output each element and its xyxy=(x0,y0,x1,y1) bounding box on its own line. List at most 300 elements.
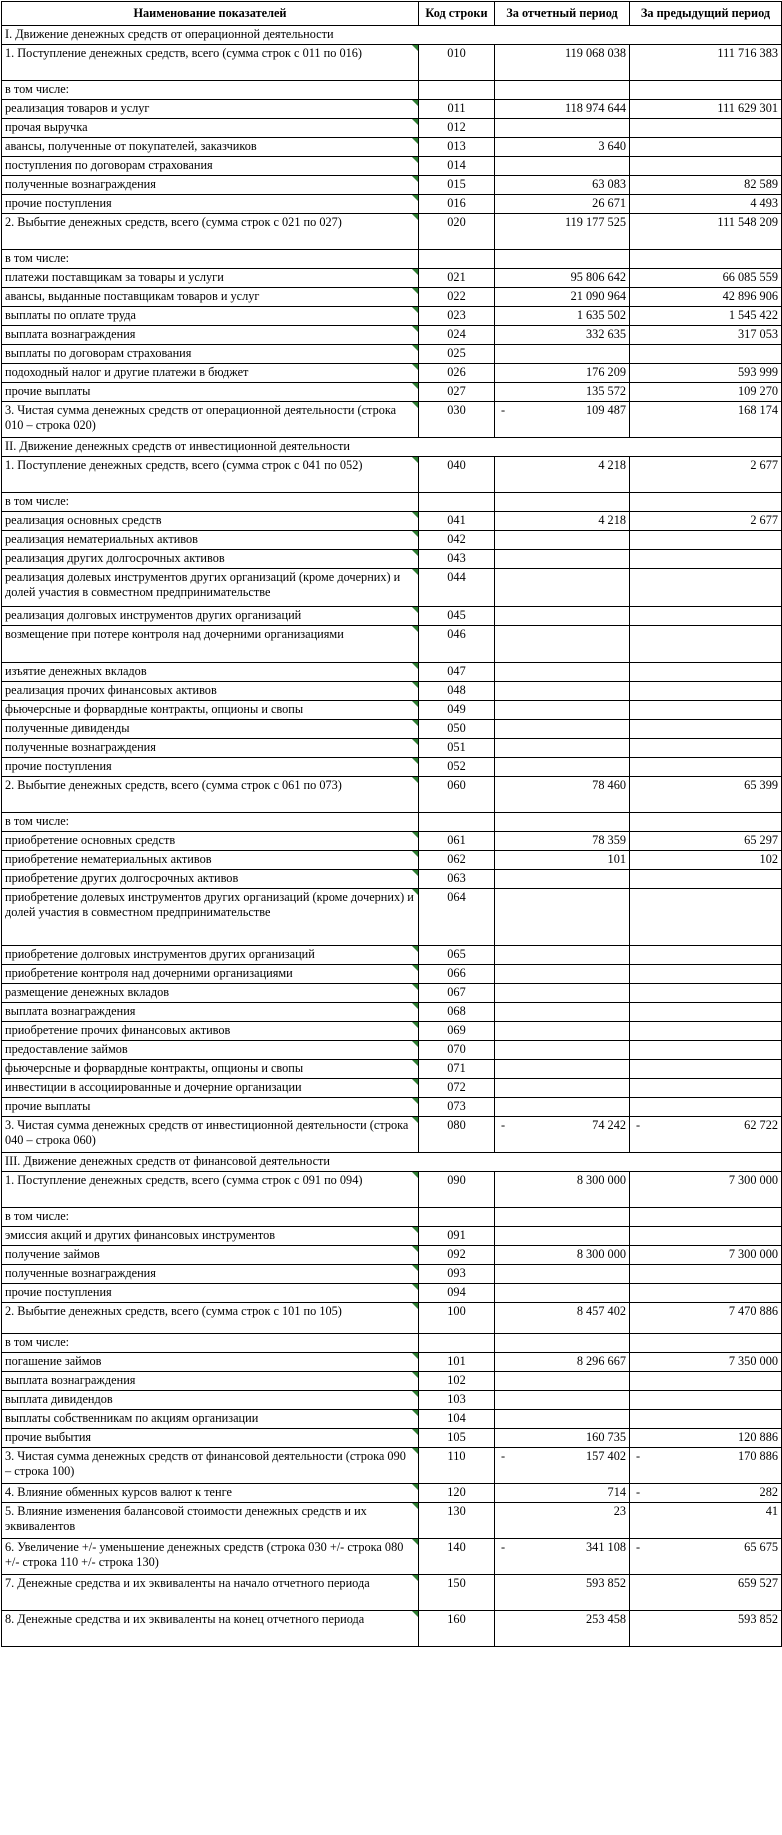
previous-period-value xyxy=(630,138,782,157)
previous-period-value xyxy=(630,1334,782,1353)
table-row xyxy=(2,984,782,1003)
current-period-value xyxy=(495,1334,630,1353)
current-period-value xyxy=(495,1003,630,1022)
amount: 253 458 xyxy=(586,1612,626,1626)
row-name: выплата вознаграждения xyxy=(2,1003,419,1022)
amount: 102 xyxy=(759,852,778,866)
row-name: выплаты собственникам по акциям организации xyxy=(2,1410,419,1429)
current-period-value xyxy=(495,493,630,512)
previous-period-value xyxy=(630,984,782,1003)
row-name: прочие выплаты xyxy=(2,383,419,402)
table-row xyxy=(2,739,782,758)
previous-period-value xyxy=(630,1484,782,1503)
amount: 4 218 xyxy=(598,458,626,472)
row-code: 120 xyxy=(419,1484,495,1503)
amount: 120 886 xyxy=(738,1430,778,1444)
current-period-value xyxy=(495,1041,630,1060)
table-row xyxy=(2,176,782,195)
previous-period-value xyxy=(630,119,782,138)
amount: 111 716 383 xyxy=(717,46,778,60)
current-period-value xyxy=(495,1575,630,1611)
previous-period-value xyxy=(630,870,782,889)
amount: 41 xyxy=(765,1504,778,1518)
row-code: 070 xyxy=(419,1041,495,1060)
row-name: 5. Влияние изменения балансовой стоимости денежных средств и их эквивалентов xyxy=(2,1503,419,1539)
row-code: 160 xyxy=(419,1611,495,1647)
table-row xyxy=(2,1429,782,1448)
current-period-value xyxy=(495,250,630,269)
amount: 109 487 xyxy=(586,403,626,417)
current-period-value xyxy=(495,1503,630,1539)
current-period-value xyxy=(495,214,630,250)
row-name: в том числе: xyxy=(2,1208,419,1227)
amount: 4 493 xyxy=(750,196,778,210)
previous-period-value xyxy=(630,269,782,288)
minus-sign: - xyxy=(636,1449,641,1463)
current-period-value xyxy=(495,1060,630,1079)
current-period-value xyxy=(495,100,630,119)
row-name: приобретение других долгосрочных активов xyxy=(2,870,419,889)
amount: 65 399 xyxy=(744,778,778,792)
row-code: 045 xyxy=(419,607,495,626)
amount: 593 852 xyxy=(738,1612,778,1626)
current-period-value xyxy=(495,119,630,138)
table-row xyxy=(2,1539,782,1575)
row-code: 010 xyxy=(419,45,495,81)
current-period-value xyxy=(495,1265,630,1284)
row-name: предоставление займов xyxy=(2,1041,419,1060)
table-row xyxy=(2,1003,782,1022)
row-code xyxy=(419,1208,495,1227)
row-name: реализация долевых инструментов других организаций (кроме дочерних) и долей участия в совместном предпринимательстве xyxy=(2,569,419,607)
row-name: 3. Чистая сумма денежных средств от инвестиционной деятельности (строка 040 – строка 060) xyxy=(2,1117,419,1153)
row-code: 061 xyxy=(419,832,495,851)
row-name: платежи поставщикам за товары и услуги xyxy=(2,269,419,288)
amount: 593 852 xyxy=(586,1576,626,1590)
current-period-value xyxy=(495,1246,630,1265)
amount: 593 999 xyxy=(738,365,778,379)
row-code: 072 xyxy=(419,1079,495,1098)
table-row xyxy=(2,1391,782,1410)
amount: 341 108 xyxy=(586,1540,626,1554)
row-code: 052 xyxy=(419,758,495,777)
table-row xyxy=(2,1484,782,1503)
amount: 118 974 644 xyxy=(564,101,626,115)
amount: 282 xyxy=(759,1485,778,1499)
row-code: 130 xyxy=(419,1503,495,1539)
table-row xyxy=(2,1284,782,1303)
header-previous-period: За предыдущий период xyxy=(630,2,782,26)
row-code: 047 xyxy=(419,663,495,682)
table-row xyxy=(2,1303,782,1334)
row-code: 063 xyxy=(419,870,495,889)
table-row xyxy=(2,457,782,493)
previous-period-value xyxy=(630,457,782,493)
amount: 66 085 559 xyxy=(722,270,778,284)
current-period-value xyxy=(495,1098,630,1117)
table-body xyxy=(2,26,782,1647)
table-row xyxy=(2,813,782,832)
table-row xyxy=(2,832,782,851)
amount: 7 350 000 xyxy=(728,1354,778,1368)
row-name: возмещение при потере контроля над дочерними организациями xyxy=(2,626,419,663)
previous-period-value xyxy=(630,777,782,813)
row-name: авансы, выданные поставщикам товаров и услуг xyxy=(2,288,419,307)
row-name: реализация прочих финансовых активов xyxy=(2,682,419,701)
table-row xyxy=(2,493,782,512)
current-period-value xyxy=(495,402,630,438)
current-period-value xyxy=(495,984,630,1003)
row-code: 022 xyxy=(419,288,495,307)
row-code xyxy=(419,493,495,512)
row-name: 4. Влияние обменных курсов валют к тенге xyxy=(2,1484,419,1503)
row-code: 015 xyxy=(419,176,495,195)
current-period-value xyxy=(495,1208,630,1227)
previous-period-value xyxy=(630,1265,782,1284)
row-code: 044 xyxy=(419,569,495,607)
row-name: размещение денежных вкладов xyxy=(2,984,419,1003)
row-name: выплата вознаграждения xyxy=(2,1372,419,1391)
current-period-value xyxy=(495,364,630,383)
current-period-value xyxy=(495,720,630,739)
row-name: в том числе: xyxy=(2,813,419,832)
previous-period-value xyxy=(630,1060,782,1079)
previous-period-value xyxy=(630,832,782,851)
previous-period-value xyxy=(630,100,782,119)
table-row xyxy=(2,531,782,550)
row-code: 024 xyxy=(419,326,495,345)
row-code: 102 xyxy=(419,1372,495,1391)
row-name: 7. Денежные средства и их эквиваленты на начало отчетного периода xyxy=(2,1575,419,1611)
table-row xyxy=(2,1448,782,1484)
previous-period-value xyxy=(630,1208,782,1227)
amount: 3 640 xyxy=(598,139,626,153)
current-period-value xyxy=(495,813,630,832)
amount: 119 177 525 xyxy=(564,215,626,229)
row-name: приобретение контроля над дочерними организациями xyxy=(2,965,419,984)
section-row xyxy=(2,438,782,457)
table-row xyxy=(2,607,782,626)
table-row xyxy=(2,1208,782,1227)
amount: 8 457 402 xyxy=(576,1304,626,1318)
row-name: прочие поступления xyxy=(2,1284,419,1303)
table-row xyxy=(2,1117,782,1153)
minus-sign: - xyxy=(636,1118,641,1132)
row-code: 030 xyxy=(419,402,495,438)
amount: 8 296 667 xyxy=(576,1354,626,1368)
current-period-value xyxy=(495,1484,630,1503)
amount: 168 174 xyxy=(738,403,778,417)
row-code: 103 xyxy=(419,1391,495,1410)
table-row xyxy=(2,195,782,214)
row-code: 043 xyxy=(419,550,495,569)
previous-period-value xyxy=(630,512,782,531)
table-row xyxy=(2,1060,782,1079)
row-name: полученные вознаграждения xyxy=(2,739,419,758)
row-name: прочие поступления xyxy=(2,758,419,777)
header-current-period: За отчетный период xyxy=(495,2,630,26)
amount: 119 068 038 xyxy=(564,46,626,60)
table-row xyxy=(2,851,782,870)
row-name: реализация товаров и услуг xyxy=(2,100,419,119)
row-name: в том числе: xyxy=(2,81,419,100)
table-row xyxy=(2,663,782,682)
amount: 332 635 xyxy=(586,327,626,341)
row-name: выплаты по договорам страхования xyxy=(2,345,419,364)
current-period-value xyxy=(495,81,630,100)
previous-period-value xyxy=(630,663,782,682)
previous-period-value xyxy=(630,1539,782,1575)
table-row xyxy=(2,326,782,345)
row-name: 2. Выбытие денежных средств, всего (сумма строк с 101 по 105) xyxy=(2,1303,419,1334)
section-row xyxy=(2,26,782,45)
previous-period-value xyxy=(630,1429,782,1448)
amount: 8 300 000 xyxy=(576,1247,626,1261)
previous-period-value xyxy=(630,813,782,832)
row-name: 1. Поступление денежных средств, всего (сумма строк с 041 по 052) xyxy=(2,457,419,493)
section-row xyxy=(2,1153,782,1172)
header-row xyxy=(2,2,782,26)
section-title: II. Движение денежных средств от инвестиционной деятельности xyxy=(2,438,782,457)
amount: 111 629 301 xyxy=(717,101,778,115)
table-row xyxy=(2,1022,782,1041)
current-period-value xyxy=(495,851,630,870)
table-row xyxy=(2,512,782,531)
previous-period-value xyxy=(630,1611,782,1647)
row-name: подоходный налог и другие платежи в бюджет xyxy=(2,364,419,383)
amount: 7 470 886 xyxy=(728,1304,778,1318)
row-code: 013 xyxy=(419,138,495,157)
previous-period-value xyxy=(630,45,782,81)
current-period-value xyxy=(495,701,630,720)
amount: 659 527 xyxy=(738,1576,778,1590)
table-row xyxy=(2,45,782,81)
amount: 78 460 xyxy=(592,778,626,792)
row-code: 048 xyxy=(419,682,495,701)
row-code: 060 xyxy=(419,777,495,813)
minus-sign: - xyxy=(636,1540,641,1554)
previous-period-value xyxy=(630,701,782,720)
row-name: приобретение прочих финансовых активов xyxy=(2,1022,419,1041)
row-name: 1. Поступление денежных средств, всего (сумма строк с 091 по 094) xyxy=(2,1172,419,1208)
table-row xyxy=(2,1172,782,1208)
row-name: реализация основных средств xyxy=(2,512,419,531)
amount: 157 402 xyxy=(586,1449,626,1463)
amount: 1 635 502 xyxy=(576,308,626,322)
table-row xyxy=(2,682,782,701)
previous-period-value xyxy=(630,1372,782,1391)
row-name: 2. Выбытие денежных средств, всего (сумма строк с 021 по 027) xyxy=(2,214,419,250)
row-name: реализация других долгосрочных активов xyxy=(2,550,419,569)
previous-period-value xyxy=(630,214,782,250)
amount: 2 677 xyxy=(750,458,778,472)
previous-period-value xyxy=(630,1003,782,1022)
current-period-value xyxy=(495,288,630,307)
current-period-value xyxy=(495,1391,630,1410)
row-code: 012 xyxy=(419,119,495,138)
row-name: в том числе: xyxy=(2,493,419,512)
row-name: прочие выбытия xyxy=(2,1429,419,1448)
row-name: 8. Денежные средства и их эквиваленты на конец отчетного периода xyxy=(2,1611,419,1647)
row-name: погашение займов xyxy=(2,1353,419,1372)
table-row xyxy=(2,946,782,965)
previous-period-value xyxy=(630,1353,782,1372)
row-code: 026 xyxy=(419,364,495,383)
row-code: 104 xyxy=(419,1410,495,1429)
row-code: 100 xyxy=(419,1303,495,1334)
previous-period-value xyxy=(630,1391,782,1410)
row-code xyxy=(419,1334,495,1353)
previous-period-value xyxy=(630,288,782,307)
current-period-value xyxy=(495,739,630,758)
previous-period-value xyxy=(630,682,782,701)
current-period-value xyxy=(495,1429,630,1448)
table-row xyxy=(2,965,782,984)
previous-period-value xyxy=(630,531,782,550)
amount: 74 242 xyxy=(592,1118,626,1132)
amount: 82 589 xyxy=(744,177,778,191)
previous-period-value xyxy=(630,1503,782,1539)
amount: 7 300 000 xyxy=(728,1247,778,1261)
previous-period-value xyxy=(630,739,782,758)
amount: 111 548 209 xyxy=(717,215,778,229)
table-row xyxy=(2,1098,782,1117)
amount: 8 300 000 xyxy=(576,1173,626,1187)
amount: 7 300 000 xyxy=(728,1173,778,1187)
row-code: 051 xyxy=(419,739,495,758)
table-row xyxy=(2,119,782,138)
row-name: изъятие денежных вкладов xyxy=(2,663,419,682)
row-name: 3. Чистая сумма денежных средств от операционной деятельности (строка 010 – строка 020) xyxy=(2,402,419,438)
previous-period-value xyxy=(630,1448,782,1484)
current-period-value xyxy=(495,1172,630,1208)
current-period-value xyxy=(495,1539,630,1575)
table-row xyxy=(2,345,782,364)
minus-sign: - xyxy=(501,1449,506,1463)
row-name: в том числе: xyxy=(2,1334,419,1353)
current-period-value xyxy=(495,138,630,157)
amount: 4 218 xyxy=(598,513,626,527)
previous-period-value xyxy=(630,720,782,739)
current-period-value xyxy=(495,457,630,493)
minus-sign: - xyxy=(636,1485,641,1499)
row-name: фьючерсные и форвардные контракты, опционы и свопы xyxy=(2,1060,419,1079)
amount: 135 572 xyxy=(586,384,626,398)
amount: 714 xyxy=(607,1485,626,1499)
row-name: получение займов xyxy=(2,1246,419,1265)
row-code: 020 xyxy=(419,214,495,250)
row-code: 014 xyxy=(419,157,495,176)
table-row xyxy=(2,1611,782,1647)
table-row xyxy=(2,550,782,569)
table-row xyxy=(2,889,782,946)
current-period-value xyxy=(495,1353,630,1372)
current-period-value xyxy=(495,176,630,195)
current-period-value xyxy=(495,383,630,402)
previous-period-value xyxy=(630,758,782,777)
row-name: инвестиции в ассоциированные и дочерние организации xyxy=(2,1079,419,1098)
row-code: 050 xyxy=(419,720,495,739)
previous-period-value xyxy=(630,569,782,607)
minus-sign: - xyxy=(501,1118,506,1132)
current-period-value xyxy=(495,832,630,851)
row-code: 062 xyxy=(419,851,495,870)
table-row xyxy=(2,1334,782,1353)
row-code: 027 xyxy=(419,383,495,402)
table-row xyxy=(2,100,782,119)
amount: 170 886 xyxy=(738,1449,778,1463)
previous-period-value xyxy=(630,1410,782,1429)
previous-period-value xyxy=(630,1246,782,1265)
amount: 101 xyxy=(607,852,626,866)
table-row xyxy=(2,81,782,100)
amount: 160 735 xyxy=(586,1430,626,1444)
current-period-value xyxy=(495,345,630,364)
table-row xyxy=(2,701,782,720)
row-name: приобретение долговых инструментов других организаций xyxy=(2,946,419,965)
row-code: 064 xyxy=(419,889,495,946)
row-name: эмиссия акций и других финансовых инструментов xyxy=(2,1227,419,1246)
current-period-value xyxy=(495,569,630,607)
row-code: 021 xyxy=(419,269,495,288)
amount: 95 806 642 xyxy=(570,270,626,284)
table-row xyxy=(2,1353,782,1372)
previous-period-value xyxy=(630,1041,782,1060)
previous-period-value xyxy=(630,195,782,214)
current-period-value xyxy=(495,946,630,965)
previous-period-value xyxy=(630,626,782,663)
table-row xyxy=(2,720,782,739)
row-name: реализация нематериальных активов xyxy=(2,531,419,550)
row-code: 093 xyxy=(419,1265,495,1284)
row-code: 073 xyxy=(419,1098,495,1117)
table-row xyxy=(2,383,782,402)
amount: 21 090 964 xyxy=(570,289,626,303)
current-period-value xyxy=(495,965,630,984)
row-code: 094 xyxy=(419,1284,495,1303)
previous-period-value xyxy=(630,157,782,176)
table-row xyxy=(2,250,782,269)
previous-period-value xyxy=(630,307,782,326)
amount: 78 359 xyxy=(592,833,626,847)
table-row xyxy=(2,1503,782,1539)
current-period-value xyxy=(495,607,630,626)
previous-period-value xyxy=(630,946,782,965)
row-name: прочие поступления xyxy=(2,195,419,214)
amount: 109 270 xyxy=(738,384,778,398)
row-name: полученные дивиденды xyxy=(2,720,419,739)
current-period-value xyxy=(495,307,630,326)
previous-period-value xyxy=(630,402,782,438)
row-code: 041 xyxy=(419,512,495,531)
row-code: 046 xyxy=(419,626,495,663)
previous-period-value xyxy=(630,1117,782,1153)
current-period-value xyxy=(495,663,630,682)
row-code: 016 xyxy=(419,195,495,214)
table-row xyxy=(2,1041,782,1060)
row-name: в том числе: xyxy=(2,250,419,269)
previous-period-value xyxy=(630,1022,782,1041)
current-period-value xyxy=(495,1284,630,1303)
row-code: 023 xyxy=(419,307,495,326)
previous-period-value xyxy=(630,345,782,364)
amount: 63 083 xyxy=(592,177,626,191)
previous-period-value xyxy=(630,1284,782,1303)
table-row xyxy=(2,1372,782,1391)
row-name: авансы, полученные от покупателей, заказчиков xyxy=(2,138,419,157)
row-code: 092 xyxy=(419,1246,495,1265)
row-name: поступления по договорам страхования xyxy=(2,157,419,176)
